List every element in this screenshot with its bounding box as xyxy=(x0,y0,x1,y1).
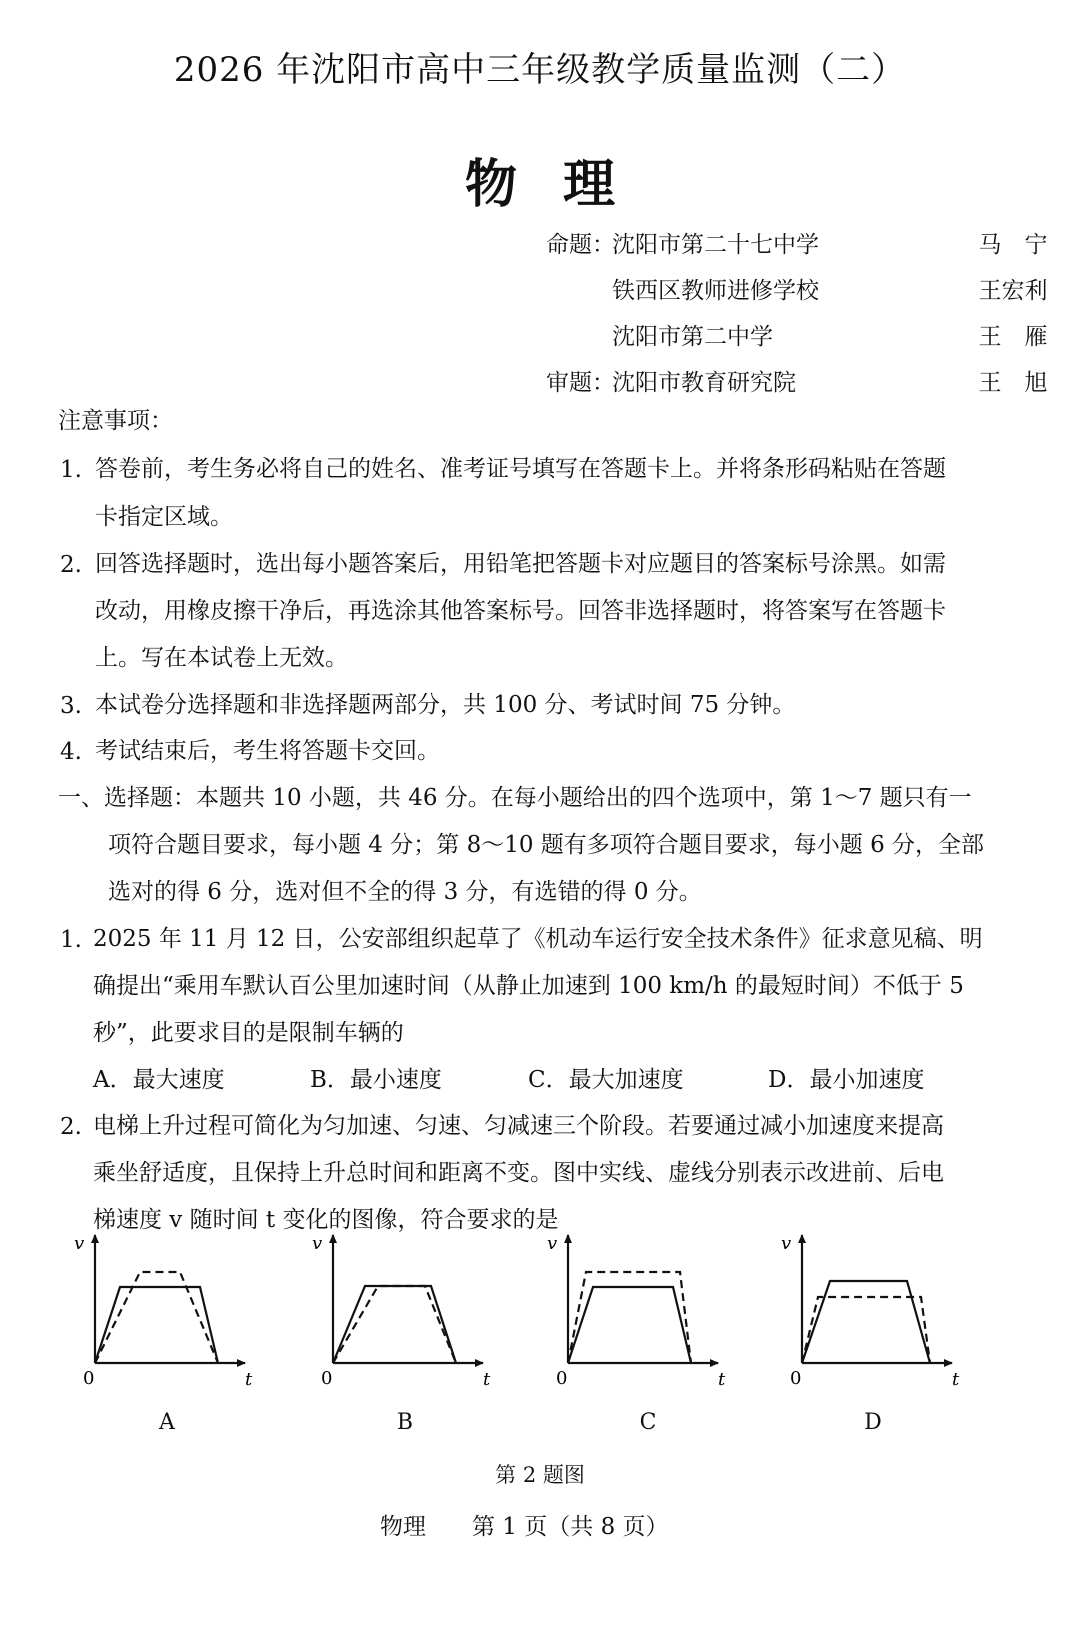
item-number: 1. xyxy=(60,457,82,483)
dashed-line xyxy=(95,1272,218,1363)
question-number: 2. xyxy=(60,1114,82,1140)
origin-label: 0 xyxy=(790,1368,802,1389)
t-label: t xyxy=(245,1369,253,1390)
reviewer-label: 审题： xyxy=(546,370,615,396)
question-line: 梯速度 v 随时间 t 变化的图像，符合要求的是 xyxy=(93,1207,559,1233)
notice-line: 上。写在本试卷上无效。 xyxy=(95,645,348,671)
question-number: 1. xyxy=(60,927,82,953)
exam-title: 2026 年沈阳市高中三年级教学质量监测（二） xyxy=(173,50,907,90)
notice-line: 回答选择题时，选出每小题答案后，用铅笔把答题卡对应题目的答案标号涂黑。如需 xyxy=(95,551,946,577)
graph-d xyxy=(781,1233,960,1390)
item-number: 2. xyxy=(60,552,82,578)
notice-heading: 注意事项： xyxy=(58,408,173,434)
graph-letter-b: B xyxy=(396,1410,414,1435)
notice-line: 本试卷分选择题和非选择题两部分，共 100 分、考试时间 75 分钟。 xyxy=(95,692,796,718)
graph-c xyxy=(547,1233,726,1390)
section-line: 项符合题目要求，每小题 4 分；第 8～10 题有多项符合题目要求，每小题 6 分，全部 xyxy=(108,832,985,858)
option-a: A．最大速度 xyxy=(93,1067,225,1093)
question-line: 确提出“乘用车默认百公里加速时间（从静止加速到 100 km/h 的最短时间）不低于 5 xyxy=(93,973,964,999)
footer-subject: 物理 xyxy=(380,1514,426,1540)
section-line: 选对的得 6 分，选对但不全的得 3 分，有选错的得 0 分。 xyxy=(108,879,702,905)
item-number: 4. xyxy=(60,739,82,765)
graph-letter-c: C xyxy=(639,1410,657,1435)
credit-org: 沈阳市第二十七中学 xyxy=(612,232,819,258)
notice-line: 答卷前，考生务必将自己的姓名、准考证号填写在答题卡上。并将条形码粘贴在答题 xyxy=(95,456,946,482)
t-label: t xyxy=(952,1369,960,1390)
notice-line: 考试结束后，考生将答题卡交回。 xyxy=(95,738,440,764)
credit-name: 王宏利 xyxy=(978,278,1048,304)
option-d: D．最小加速度 xyxy=(768,1067,925,1093)
dashed-line xyxy=(568,1272,691,1363)
v-label: v xyxy=(781,1233,792,1254)
graph-a xyxy=(74,1233,253,1390)
graph-letter-a: A xyxy=(159,1410,175,1435)
solid-line xyxy=(333,1286,456,1363)
origin-label: 0 xyxy=(556,1368,568,1389)
origin-label: 0 xyxy=(321,1368,333,1389)
credit-name: 王 旭 xyxy=(978,370,1048,396)
dashed-line xyxy=(333,1286,456,1363)
solid-line xyxy=(568,1287,691,1363)
author-label: 命题： xyxy=(546,232,615,258)
figure-caption: 第 2 题图 xyxy=(495,1463,585,1487)
graph-b xyxy=(312,1233,491,1390)
credit-org: 沈阳市教育研究院 xyxy=(612,370,796,396)
notice-line: 改动，用橡皮擦干净后，再选涂其他答案标号。回答非选择题时，将答案写在答题卡 xyxy=(95,598,946,624)
graph-letter-d: D xyxy=(864,1410,882,1435)
question-line: 乘坐舒适度，且保持上升总时间和距离不变。图中实线、虚线分别表示改进前、后电 xyxy=(93,1160,944,1186)
credit-name: 王 雁 xyxy=(978,324,1048,350)
question-line: 电梯上升过程可简化为匀加速、匀速、匀减速三个阶段。若要通过减小加速度来提高 xyxy=(93,1113,944,1139)
option-c: C．最大加速度 xyxy=(528,1067,684,1093)
subject-title: 物理 xyxy=(464,154,661,215)
footer-page: 第 1 页（共 8 页） xyxy=(472,1514,669,1540)
origin-label: 0 xyxy=(83,1368,95,1389)
question-line: 秒”，此要求目的是限制车辆的 xyxy=(93,1020,404,1046)
q2-figure-set xyxy=(0,1230,1080,1420)
v-label: v xyxy=(74,1233,85,1254)
v-label: v xyxy=(312,1233,323,1254)
option-b: B．最小速度 xyxy=(310,1067,442,1093)
t-label: t xyxy=(718,1369,726,1390)
t-label: t xyxy=(483,1369,491,1390)
question-line: 2025 年 11 月 12 日，公安部组织起草了《机动车运行安全技术条件》征求意见稿、明 xyxy=(93,926,983,952)
notice-line: 卡指定区域。 xyxy=(95,504,233,530)
item-number: 3. xyxy=(60,693,82,719)
credit-org: 铁西区教师进修学校 xyxy=(612,278,819,304)
v-label: v xyxy=(547,1233,558,1254)
credit-org: 沈阳市第二中学 xyxy=(612,324,773,350)
solid-line xyxy=(802,1281,930,1363)
credit-name: 马 宁 xyxy=(978,232,1048,258)
section-line: 一、选择题：本题共 10 小题，共 46 分。在每小题给出的四个选项中，第 1～7 题只有一 xyxy=(58,785,972,811)
